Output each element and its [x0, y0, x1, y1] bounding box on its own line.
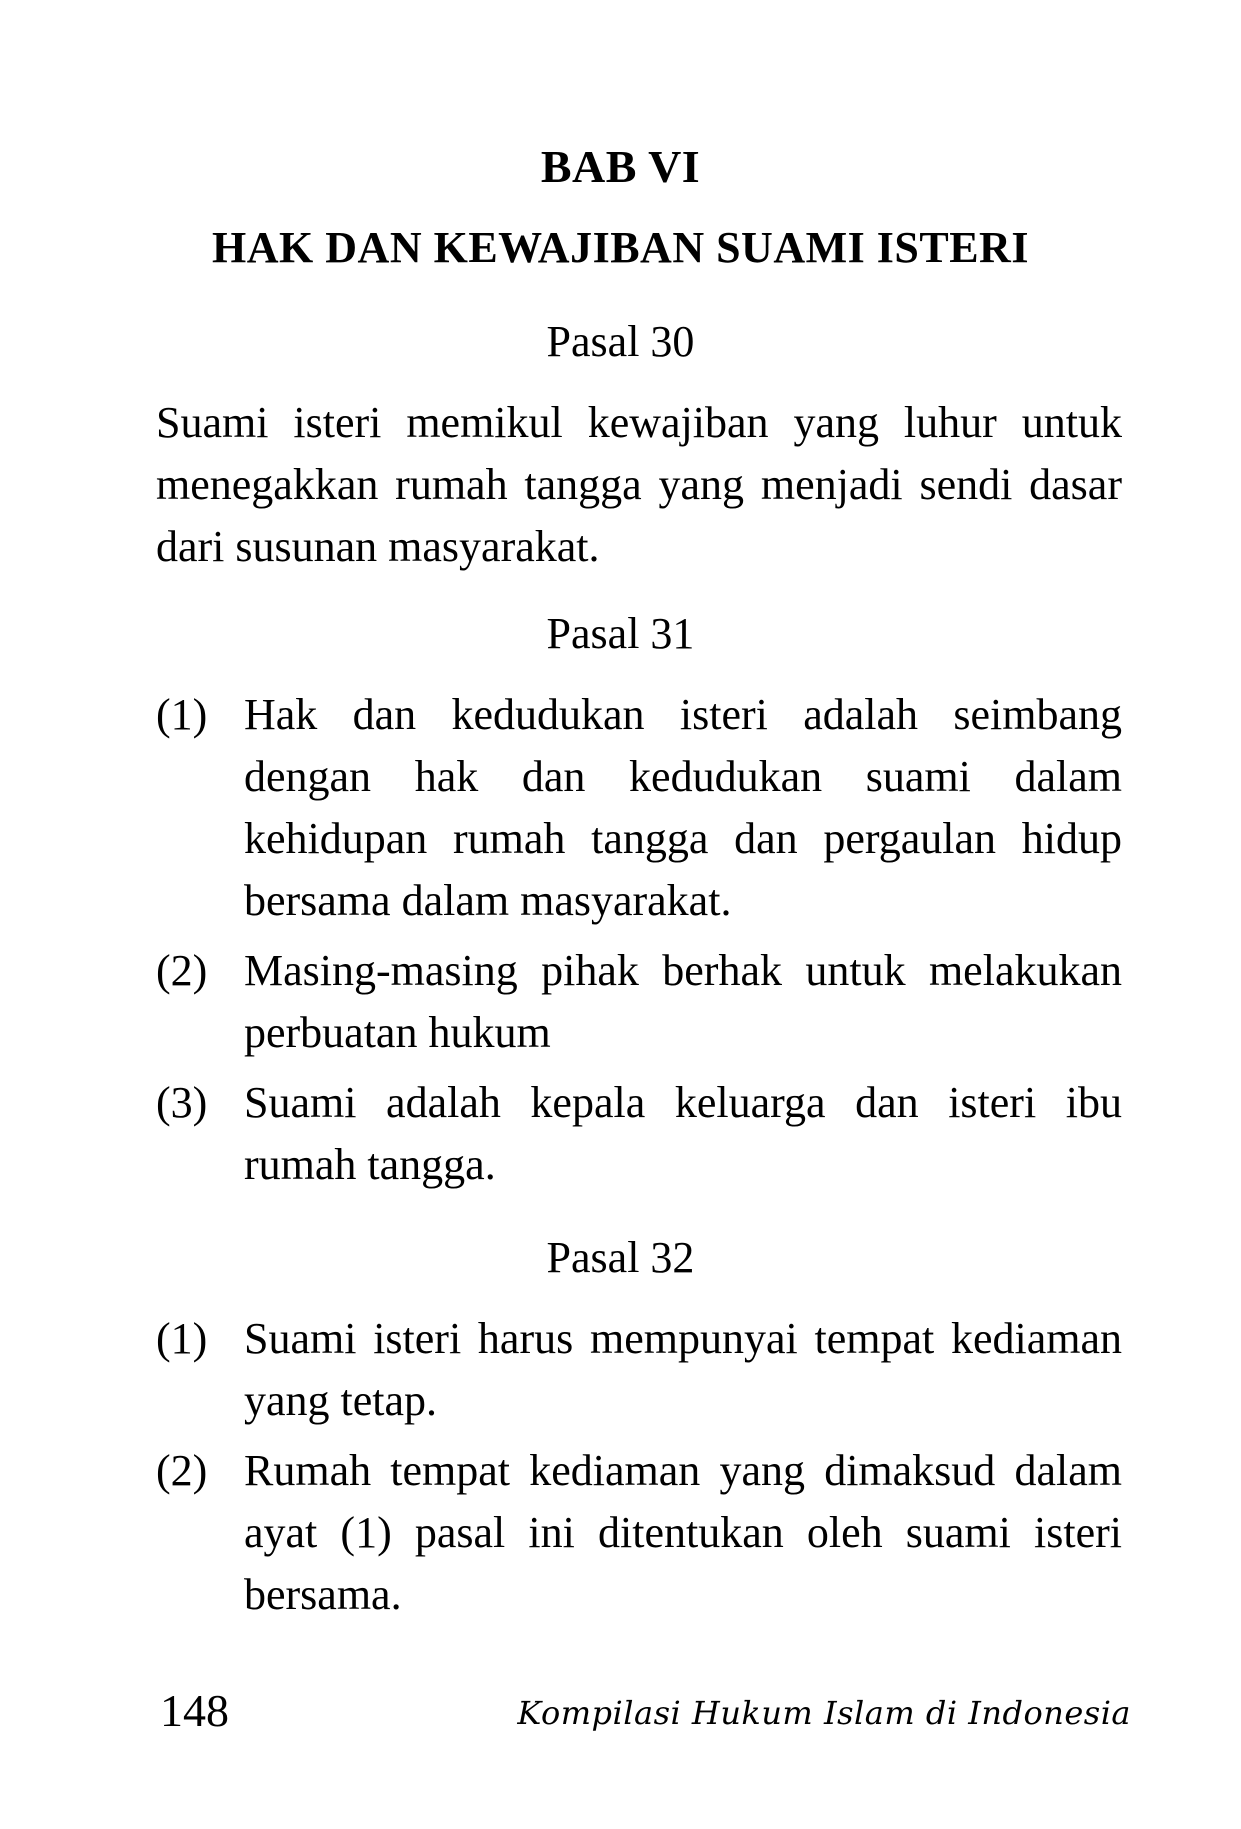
- pasal-31-ayat-2: [156, 940, 1122, 1064]
- ayat-number: (3): [156, 1078, 208, 1127]
- ayat-text: Suami adalah kepala keluarga dan isteri ibu rumah tangga.: [244, 1078, 1122, 1189]
- ayat-text: Rumah tempat kediaman yang dimaksud dalam ayat (1) pasal ini ditentukan oleh suami isteri bersama.: [244, 1446, 1122, 1619]
- ayat-number: (2): [156, 946, 208, 995]
- ayat-text: Hak dan kedudukan isteri adalah seimbang dengan hak dan kedudukan suami dalam kehidupan rumah tangga dan pergaulan hidup bersama dalam masyarakat.: [244, 690, 1122, 925]
- running-footer-title: Kompilasi Hukum Islam di Indonesia: [517, 1694, 1131, 1732]
- pasal-30-title: Pasal 30: [546, 317, 695, 366]
- pasal-32-title: Pasal 32: [546, 1233, 695, 1282]
- page-number: 148: [160, 1685, 229, 1736]
- pasal-31-ayat-1: [156, 684, 1122, 932]
- pasal-31-title: Pasal 31: [546, 609, 695, 658]
- chapter-label: BAB VI: [540, 141, 701, 192]
- ayat-text: Suami isteri harus mempunyai tempat kediaman yang tetap.: [244, 1314, 1122, 1425]
- ayat-text: Masing-masing pihak berhak untuk melakukan perbuatan hukum: [244, 946, 1122, 1057]
- pasal-30-text: Suami isteri memikul kewajiban yang luhur untuk menegakkan rumah tangga yang menjadi sendi dasar dari susunan masyarakat.: [156, 398, 1122, 571]
- ayat-number: (2): [156, 1446, 208, 1495]
- ayat-number: (1): [156, 1314, 208, 1363]
- pasal-32-ayat-1: [156, 1308, 1122, 1432]
- pasal-31-ayat-3: [156, 1072, 1122, 1196]
- pasal-32-ayat-2: [156, 1440, 1122, 1626]
- chapter-title: HAK DAN KEWAJIBAN SUAMI ISTERI: [212, 223, 1029, 272]
- ayat-number: (1): [156, 690, 208, 739]
